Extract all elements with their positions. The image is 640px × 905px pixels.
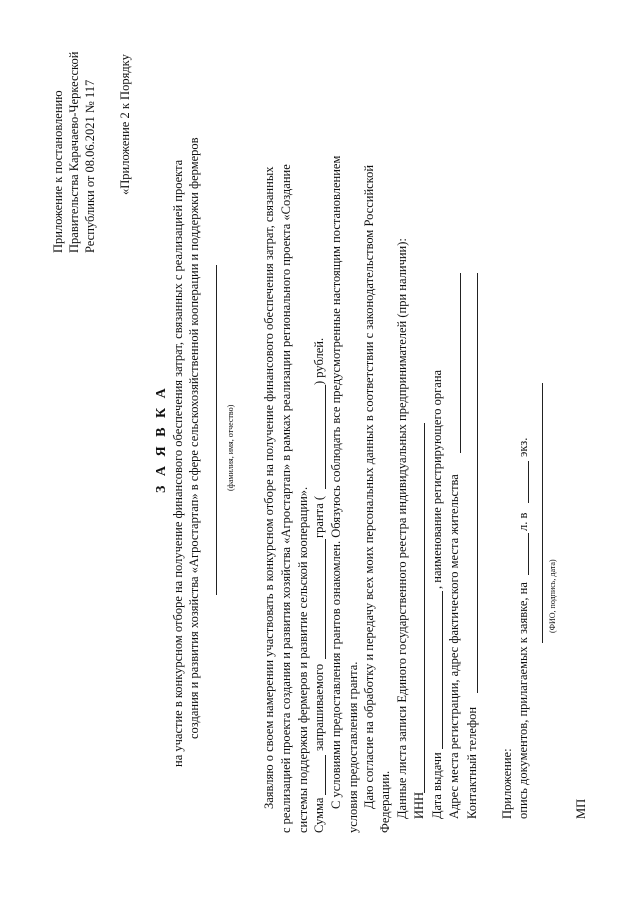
paragraph-1-line-2: с реализацией проекта создания и развития хозяйства «Агростартап» в рамках реализации регионального проекта «Создание [279, 164, 293, 833]
inn-line [424, 423, 425, 793]
document-title: З А Я В К А [154, 385, 169, 493]
phone-line [477, 273, 478, 693]
paragraph-1-line-3: системы поддержки фермеров и развитие сельской кооперации». [296, 486, 310, 833]
pages-label: л. в [516, 512, 530, 531]
attachment-title: Приложение: [500, 748, 514, 819]
copies-blank [528, 461, 529, 503]
header-line-3: Республики от 08.06.2021 № 117 [83, 79, 97, 253]
egrip-label: Данные листа записи Единого государственного реестра индивидуальных предпринимателей (при наличии): [395, 238, 409, 819]
signature-line [542, 383, 543, 643]
subtitle-line-2: создания и развития хозяйства «Агростартап» в сфере сельскохозяйственной кооперации и поддержки фермеров [187, 137, 201, 739]
grant-amount-blank [325, 385, 326, 489]
phone-label: Контактный телефон [465, 706, 479, 819]
grant-label: гранта ( [312, 495, 326, 538]
paragraph-1-line-1: Заявляю о своем намерении участвовать в конкурсном отборе на получение финансового обеспечения затрат, связанных [262, 166, 276, 809]
copies-label: экз. [516, 437, 530, 457]
paragraph-2-line-1: С условиями предоставления грантов ознакомлен. Обязуюсь соблюдать все предусмотренные настоящим постановлением [329, 155, 343, 809]
sum-label: Сумма [312, 797, 326, 833]
appendix-reference: «Приложение 2 к Порядку [118, 54, 132, 195]
grant-blank [325, 539, 326, 659]
rubles-label: ) рублей. [312, 337, 326, 385]
subtitle-line-1: на участие в конкурсном отборе на получение финансового обеспечения затрат, связанных с реализацией проекта [171, 159, 185, 767]
address-line [460, 273, 461, 453]
inn-label: ИНН [412, 791, 426, 819]
address-label: Адрес места регистрации, адрес фактического места жительства [447, 474, 461, 819]
paragraph-2-line-2: условия предоставления гранта. [346, 661, 360, 833]
pages-blank [528, 533, 529, 575]
fio-line [216, 265, 217, 595]
paragraph-3-line-2: Федерации. [378, 770, 392, 833]
fio-caption: (фамилия, имя, отчество) [226, 404, 235, 491]
header-line-1: Приложение к постановлению [51, 90, 65, 253]
sum-blank [325, 755, 326, 795]
attachment-inventory-label: опись документов, прилагаемых к заявке, на [516, 582, 530, 819]
paragraph-3-line-1: Даю согласие на обработку и передачу всех моих персональных данных в соответствии с законодательством Российской [362, 164, 376, 809]
header-line-2: Правительства Карачаево-Черкесской [67, 51, 81, 253]
sum-requested-label: запрашиваемого [312, 663, 326, 751]
issue-date-line [442, 591, 443, 749]
stamp-placeholder: МП [574, 798, 588, 819]
signature-caption: (ФИО, подпись, дата) [548, 559, 557, 633]
issue-date-label: Дата выдачи [430, 752, 444, 819]
registering-body-label: , наименование регистрирующего органа [430, 369, 444, 589]
